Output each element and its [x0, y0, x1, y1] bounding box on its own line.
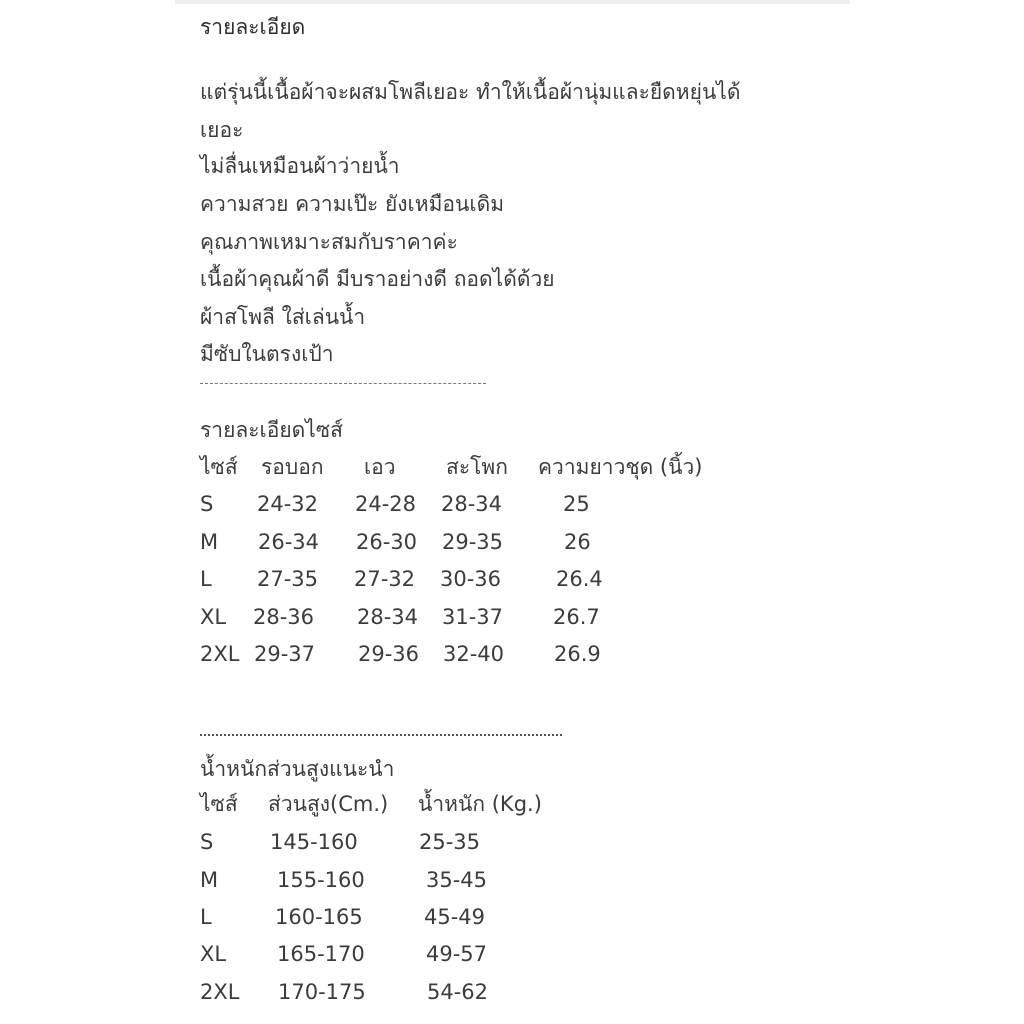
dotted-divider [200, 734, 562, 736]
weight-table-header-size: ไซส์ [200, 792, 238, 816]
weight-table-cell: XL [200, 942, 227, 966]
size-table-cell: 2XL [200, 642, 240, 666]
weight-table-cell: 45-49 [424, 905, 486, 929]
size-table-cell: 24-32 [257, 492, 319, 516]
size-table-cell: XL [200, 605, 227, 629]
size-table-cell: 27-35 [257, 567, 319, 591]
size-table-cell: M [200, 530, 219, 554]
weight-table-cell: 165-170 [277, 942, 365, 966]
size-table-cell: S [200, 492, 214, 516]
weight-table-cell: M [200, 868, 219, 892]
weight-table-heading: น้ำหนักส่วนสูงแนะนำ [200, 757, 395, 781]
size-table-cell: 26 [564, 530, 591, 554]
weight-table-cell: 25-35 [419, 830, 481, 854]
size-table-cell: 27-32 [354, 567, 416, 591]
weight-table-cell: 35-45 [426, 868, 488, 892]
size-table-header-size: ไซส์ [200, 455, 238, 479]
top-divider [175, 0, 850, 4]
size-table-cell: 24-28 [355, 492, 417, 516]
weight-table-cell: 145-160 [270, 830, 358, 854]
size-table-heading: รายละเอียดไซส์ [200, 418, 343, 442]
size-table-header-chest: รอบอก [261, 455, 324, 479]
dashed-divider [200, 383, 486, 384]
weight-table-cell: 160-165 [275, 905, 363, 929]
size-table-cell: 30-36 [440, 567, 502, 591]
size-table-cell: 31-37 [442, 605, 504, 629]
size-table-cell: 26.4 [556, 567, 603, 591]
weight-table-cell: 2XL [200, 980, 240, 1004]
size-table-cell: 26.7 [553, 605, 600, 629]
description-line: ความสวย ความเป๊ะ ยังเหมือนเดิม [200, 192, 505, 216]
size-table-cell: 29-35 [442, 530, 504, 554]
weight-table-cell: 170-175 [278, 980, 366, 1004]
size-table-header-waist: เอว [364, 455, 396, 479]
description-line: เยอะ [200, 118, 244, 142]
description-line: มีซับในตรงเป้า [200, 342, 334, 366]
size-table-header-hip: สะโพก [446, 455, 508, 479]
description-line: ไม่ลื่นเหมือนผ้าว่ายน้ำ [200, 154, 400, 178]
size-table-cell: 28-34 [357, 605, 419, 629]
size-table-header-length: ความยาวชุด (นิ้ว) [538, 455, 703, 479]
size-table-cell: 29-36 [358, 642, 420, 666]
size-table-cell: 26-30 [356, 530, 418, 554]
weight-table-header-height: ส่วนสูง(Cm.) [268, 792, 389, 816]
description-line: คุณภาพเหมาะสมกับราคาค่ะ [200, 230, 458, 254]
size-table-cell: 26-34 [258, 530, 320, 554]
description-line: เนื้อผ้าคุณผ้าดี มีบราอย่างดี ถอดได้ด้วย [200, 267, 555, 291]
weight-table-cell: 49-57 [426, 942, 488, 966]
description-line: แต่รุ่นนี้เนื้อผ้าจะผสมโพลีเยอะ ทำให้เนื้อผ้านุ่มและยืดหยุ่นได้ [200, 80, 741, 104]
size-table-cell: 32-40 [443, 642, 505, 666]
description-line: ผ้าสโพลี ใส่เล่นน้ำ [200, 305, 366, 329]
size-table-cell: 29-37 [254, 642, 316, 666]
size-table-cell: 28-34 [441, 492, 503, 516]
size-table-cell: 28-36 [253, 605, 315, 629]
size-table-cell: L [200, 567, 212, 591]
section-title: รายละเอียด [200, 15, 306, 39]
weight-table-cell: L [200, 905, 212, 929]
size-table-cell: 25 [563, 492, 590, 516]
size-table-cell: 26.9 [554, 642, 601, 666]
weight-table-cell: S [200, 830, 214, 854]
weight-table-cell: 54-62 [427, 980, 489, 1004]
weight-table-cell: 155-160 [277, 868, 365, 892]
weight-table-header-weight: น้ำหนัก (Kg.) [418, 792, 542, 816]
